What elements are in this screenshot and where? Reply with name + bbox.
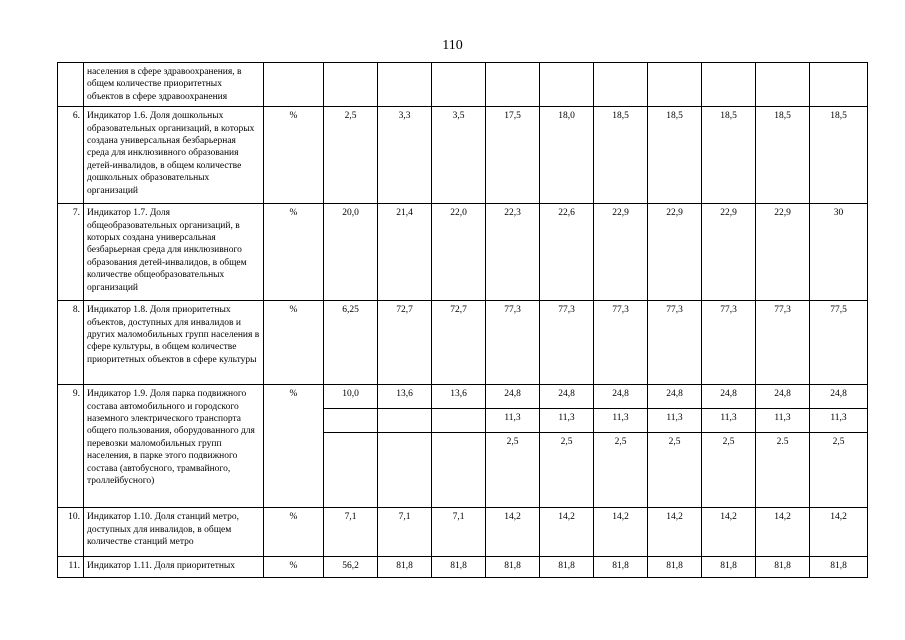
value-cell bbox=[810, 63, 868, 107]
value-cell: 81,8 bbox=[594, 557, 648, 578]
value-cell: 2,5 bbox=[648, 433, 702, 508]
value-cell: 14,2 bbox=[648, 508, 702, 557]
row-number: 7. bbox=[58, 204, 84, 301]
value-cell: 14,2 bbox=[810, 508, 868, 557]
value-cell bbox=[756, 63, 810, 107]
row-number: 10. bbox=[58, 508, 84, 557]
value-cell: 14,2 bbox=[756, 508, 810, 557]
indicator-name: Индикатор 1.8. Доля приоритетных объектов, доступных для инвалидов и других маломобильных групп населения в сфере культуры, в общем количестве приоритетных объектов в сфере культуры bbox=[84, 301, 264, 385]
value-cell: 18,0 bbox=[540, 107, 594, 204]
value-cell: 24,8 bbox=[486, 385, 540, 409]
page-number: 110 bbox=[442, 38, 463, 53]
value-cell: 21,4 bbox=[378, 204, 432, 301]
value-cell bbox=[378, 63, 432, 107]
value-cell: 3,5 bbox=[432, 107, 486, 204]
value-cell: 81,8 bbox=[648, 557, 702, 578]
value-cell: 14,2 bbox=[486, 508, 540, 557]
table-row bbox=[58, 557, 868, 578]
table-row bbox=[58, 385, 868, 409]
value-cell: 22,6 bbox=[540, 204, 594, 301]
value-cell: 22,3 bbox=[486, 204, 540, 301]
value-cell: 22,9 bbox=[648, 204, 702, 301]
value-cell: 7,1 bbox=[324, 508, 378, 557]
value-cell: 24,8 bbox=[810, 385, 868, 409]
table-row bbox=[58, 204, 868, 301]
value-cell: 20,0 bbox=[324, 204, 378, 301]
value-cell bbox=[540, 63, 594, 107]
value-cell: 24,8 bbox=[756, 385, 810, 409]
table-row bbox=[58, 107, 868, 204]
row-number: 9. bbox=[58, 385, 84, 508]
value-cell: 22,9 bbox=[594, 204, 648, 301]
value-cell bbox=[648, 63, 702, 107]
value-cell: 10,0 bbox=[324, 385, 378, 409]
unit-cell: % bbox=[264, 385, 324, 508]
table-row bbox=[58, 63, 868, 107]
indicator-name: Индикатор 1.10. Доля станций метро, доступных для инвалидов, в общем количестве станций метро bbox=[84, 508, 264, 557]
value-cell: 14,2 bbox=[702, 508, 756, 557]
value-cell: 77,5 bbox=[810, 301, 868, 385]
row-number: 6. bbox=[58, 107, 84, 204]
value-cell: 30 bbox=[810, 204, 868, 301]
value-cell: 11,3 bbox=[756, 409, 810, 433]
value-cell: 77,3 bbox=[594, 301, 648, 385]
value-cell: 18,5 bbox=[702, 107, 756, 204]
row-number bbox=[58, 63, 84, 107]
value-cell: 22,0 bbox=[432, 204, 486, 301]
value-cell: 81,8 bbox=[702, 557, 756, 578]
value-cell: 77,3 bbox=[702, 301, 756, 385]
value-cell: 22,9 bbox=[702, 204, 756, 301]
value-cell: 18,5 bbox=[594, 107, 648, 204]
value-cell: 2,5 bbox=[702, 433, 756, 508]
indicator-name: населения в сфере здравоохранения, в общем количестве приоритетных объектов в сфере здравоохранения bbox=[84, 63, 264, 107]
table-row bbox=[58, 301, 868, 385]
value-cell: 11,3 bbox=[486, 409, 540, 433]
value-cell: 7,1 bbox=[432, 508, 486, 557]
value-cell: 22,9 bbox=[756, 204, 810, 301]
value-cell: 2,5 bbox=[540, 433, 594, 508]
value-cell bbox=[432, 409, 486, 433]
value-cell: 7,1 bbox=[378, 508, 432, 557]
value-cell: 11,3 bbox=[702, 409, 756, 433]
value-cell: 2,5 bbox=[594, 433, 648, 508]
value-cell bbox=[702, 63, 756, 107]
value-cell: 11,3 bbox=[810, 409, 868, 433]
value-cell: 18,5 bbox=[648, 107, 702, 204]
value-cell bbox=[378, 433, 432, 508]
value-cell: 3,3 bbox=[378, 107, 432, 204]
value-cell: 77,3 bbox=[756, 301, 810, 385]
value-cell bbox=[432, 433, 486, 508]
value-cell: 81,8 bbox=[756, 557, 810, 578]
value-cell: 56,2 bbox=[324, 557, 378, 578]
indicator-name: Индикатор 1.6. Доля дошкольных образовательных организаций, в которых создана универсальная безбарьерная среда для инклюзивного образования детей-инвалидов, в общем количестве дошкольных образовательных организаций bbox=[84, 107, 264, 204]
unit-cell: % bbox=[264, 107, 324, 204]
value-cell: 11,3 bbox=[594, 409, 648, 433]
value-cell: 77,3 bbox=[540, 301, 594, 385]
value-cell: 81,8 bbox=[540, 557, 594, 578]
value-cell: 24,8 bbox=[702, 385, 756, 409]
value-cell: 14,2 bbox=[540, 508, 594, 557]
value-cell: 13,6 bbox=[378, 385, 432, 409]
value-cell: 72,7 bbox=[432, 301, 486, 385]
value-cell: 24,8 bbox=[594, 385, 648, 409]
value-cell: 81,8 bbox=[486, 557, 540, 578]
value-cell: 81,8 bbox=[432, 557, 486, 578]
row-number: 11. bbox=[58, 557, 84, 578]
value-cell bbox=[378, 409, 432, 433]
value-cell bbox=[324, 433, 378, 508]
row-number: 8. bbox=[58, 301, 84, 385]
value-cell: 13,6 bbox=[432, 385, 486, 409]
value-cell: 81,8 bbox=[810, 557, 868, 578]
value-cell: 24,8 bbox=[648, 385, 702, 409]
unit-cell: % bbox=[264, 557, 324, 578]
value-cell: 14,2 bbox=[594, 508, 648, 557]
value-cell bbox=[432, 63, 486, 107]
value-cell bbox=[594, 63, 648, 107]
value-cell: 77,3 bbox=[648, 301, 702, 385]
indicator-name: Индикатор 1.7. Доля общеобразовательных организаций, в которых создана универсальная безбарьерная среда для инклюзивного образования детей-инвалидов, в общем количестве общеобразовательных организаций bbox=[84, 204, 264, 301]
value-cell: 17,5 bbox=[486, 107, 540, 204]
unit-cell: % bbox=[264, 301, 324, 385]
value-cell: 2,5 bbox=[810, 433, 868, 508]
unit-cell bbox=[264, 63, 324, 107]
table-row bbox=[58, 508, 868, 557]
value-cell: 18,5 bbox=[810, 107, 868, 204]
indicator-name: Индикатор 1.9. Доля парка подвижного состава автомобильного и городского наземного электрического транспорта общего пользования, оборудованного для перевозки маломобильных групп населения, в парке этого подвижного состава (автобусного, трамвайного, троллейбусного) bbox=[84, 385, 264, 508]
value-cell: 11,3 bbox=[540, 409, 594, 433]
value-cell: 77,3 bbox=[486, 301, 540, 385]
unit-cell: % bbox=[264, 508, 324, 557]
value-cell: 81,8 bbox=[378, 557, 432, 578]
unit-cell: % bbox=[264, 204, 324, 301]
indicators-table bbox=[57, 62, 868, 578]
value-cell: 6,25 bbox=[324, 301, 378, 385]
value-cell: 72,7 bbox=[378, 301, 432, 385]
value-cell bbox=[324, 63, 378, 107]
value-cell: 24,8 bbox=[540, 385, 594, 409]
value-cell: 2,5 bbox=[486, 433, 540, 508]
value-cell: 2,5 bbox=[324, 107, 378, 204]
value-cell: 18,5 bbox=[756, 107, 810, 204]
value-cell bbox=[324, 409, 378, 433]
value-cell bbox=[486, 63, 540, 107]
value-cell: 2.5 bbox=[756, 433, 810, 508]
indicator-name: Индикатор 1.11. Доля приоритетных bbox=[84, 557, 264, 578]
value-cell: 11,3 bbox=[648, 409, 702, 433]
